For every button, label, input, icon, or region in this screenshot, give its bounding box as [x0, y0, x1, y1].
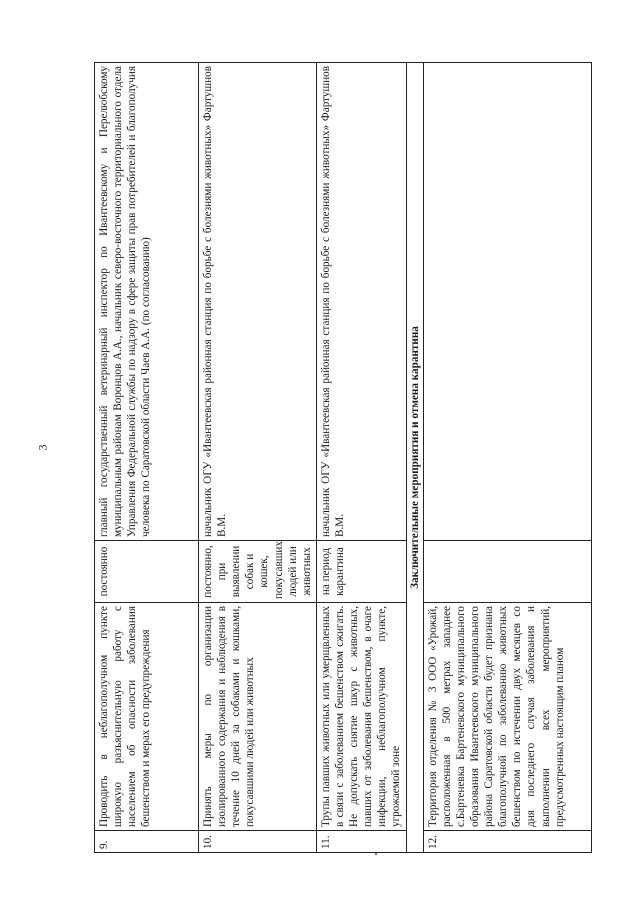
measures-table: [94, 62, 592, 853]
row-number: 12.: [423, 831, 591, 853]
responsible-cell: главный государственный ветеринарный инспектор по Ивантеевскому и Перелюбскому муниципальным районам Воронцов А.А., начальник северо-восточного территориального отдела Управления Федеральной службы по надзору в сфере защиты прав потребителей и благополучия человека по Саратовской области Чаев А.А. (по согласованию): [95, 63, 199, 541]
measure-cell: Проводить в неблагополучном пункте широкую разъяснительную работу с населением об опасности заболевания бешенством и мерах его предупреждения: [95, 603, 199, 831]
term-cell-empty: [423, 541, 591, 603]
measure-cell: Трупы павших животных или умерщвленных в связи с заболеванием бешенством сжигать. Не допускать снятие шкур с животных, павших от заболевания бешенством, в очаге инфекции, неблагополучном пункте, угрожаемой зоне: [316, 603, 406, 831]
table-row: [199, 63, 317, 853]
term-cell: постоянно, при выявлении собак и кошек, покусавших людей или животных: [199, 541, 317, 603]
measure-cell: Принять меры по организации изолированного содержания и наблюдения в течение 10 дней за собаками и кошками, покусавшими людей или животных: [199, 603, 317, 831]
row-number: 9.: [95, 831, 199, 853]
rotated-table-container: [94, 63, 574, 853]
table-row: [423, 63, 591, 853]
term-cell: постоянно: [95, 541, 199, 603]
measure-cell: Территория отделения № 3 ООО «Урожай, расположенная в 500 метрах западнее с.Бартеневка Бартеневского муниципального образования Ивантеевского муниципального района Саратовской области будет признана благополучной по заболеванию животных бешенством по истечении двух месяцев со дня последнего случая заболевания и выполнении всех мероприятий, предусмотренных настоящим планом: [423, 603, 591, 831]
scan-speck: [375, 853, 377, 855]
table-row: [316, 63, 406, 853]
final-section-title: Заключительные мероприятия и отмена карантина: [406, 63, 423, 853]
responsible-cell: начальник ОГУ «Ивантеевская районная станция по борьбе с болезнями животных» Фартушнов В.М.: [199, 63, 317, 541]
term-cell: на период карантина: [316, 541, 406, 603]
page-number: 3: [35, 444, 50, 451]
responsible-cell: начальник ОГУ «Ивантеевская районная станция по борьбе с болезнями животных» Фартушнов В.М.: [316, 63, 406, 541]
row-number: 11.: [316, 831, 406, 853]
responsible-cell-empty: [423, 63, 591, 541]
table-row: [95, 63, 199, 853]
section-header-row: [406, 63, 423, 853]
row-number: 10.: [199, 831, 317, 853]
